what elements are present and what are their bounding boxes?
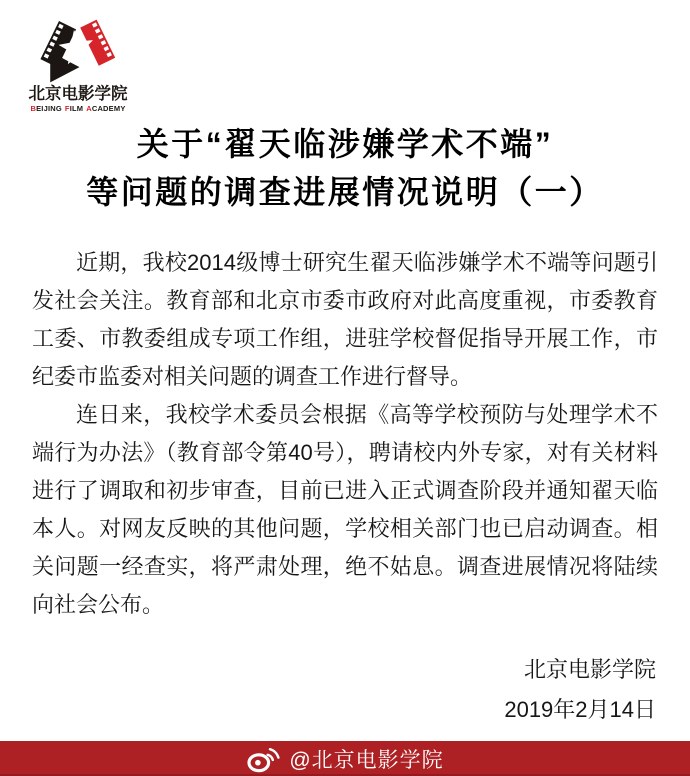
logo-name-cn: 北京电影学院	[28, 85, 128, 103]
signature-name: 北京电影学院	[523, 657, 656, 682]
bfa-emblem-icon	[40, 18, 116, 84]
body-paragraph-2: 连日来，我校学术委员会根据《高等学校预防与处理学术不端行为办法》（教育部令第40号），聘请校内外专家，对有关材料进行了调取和初步审查，目前已进入正式调查阶段并通知翟天临本人。对网友反映的其他问题，学校相关部门也已启动调查。相关问题一经查实，将严肃处理，绝不姑息。调查进展情况将陆续向社会公布。	[32, 402, 658, 617]
logo-en-word: FILM	[64, 103, 84, 113]
logo-en-word: BEIJING	[30, 103, 62, 113]
body-paragraph-1: 近期，我校2014级博士研究生翟天临涉嫌学术不端等问题引发社会关注。教育部和北京市委市政府对此高度重视，市委教育工委、市教委组成专项工作组，进驻学校督促指导开展工作，市纪委市监委对相关问题的调查工作进行督导。	[32, 250, 658, 389]
logo-en-word: ACADEMY	[86, 103, 126, 113]
logo-name-en	[28, 105, 128, 113]
bfa-logo	[28, 18, 128, 112]
weibo-handle: @北京电影学院	[289, 748, 444, 772]
title-line-2: 等问题的调查进展情况说明（一）	[86, 174, 604, 210]
weibo-icon	[246, 745, 280, 773]
announcement-body	[32, 244, 658, 624]
signature-block	[0, 650, 656, 730]
signature-date: 2019年2月14日	[504, 697, 656, 722]
weibo-footer-bar	[0, 741, 690, 776]
title-line-1: 关于“翟天临涉嫌学术不端”	[136, 126, 554, 162]
